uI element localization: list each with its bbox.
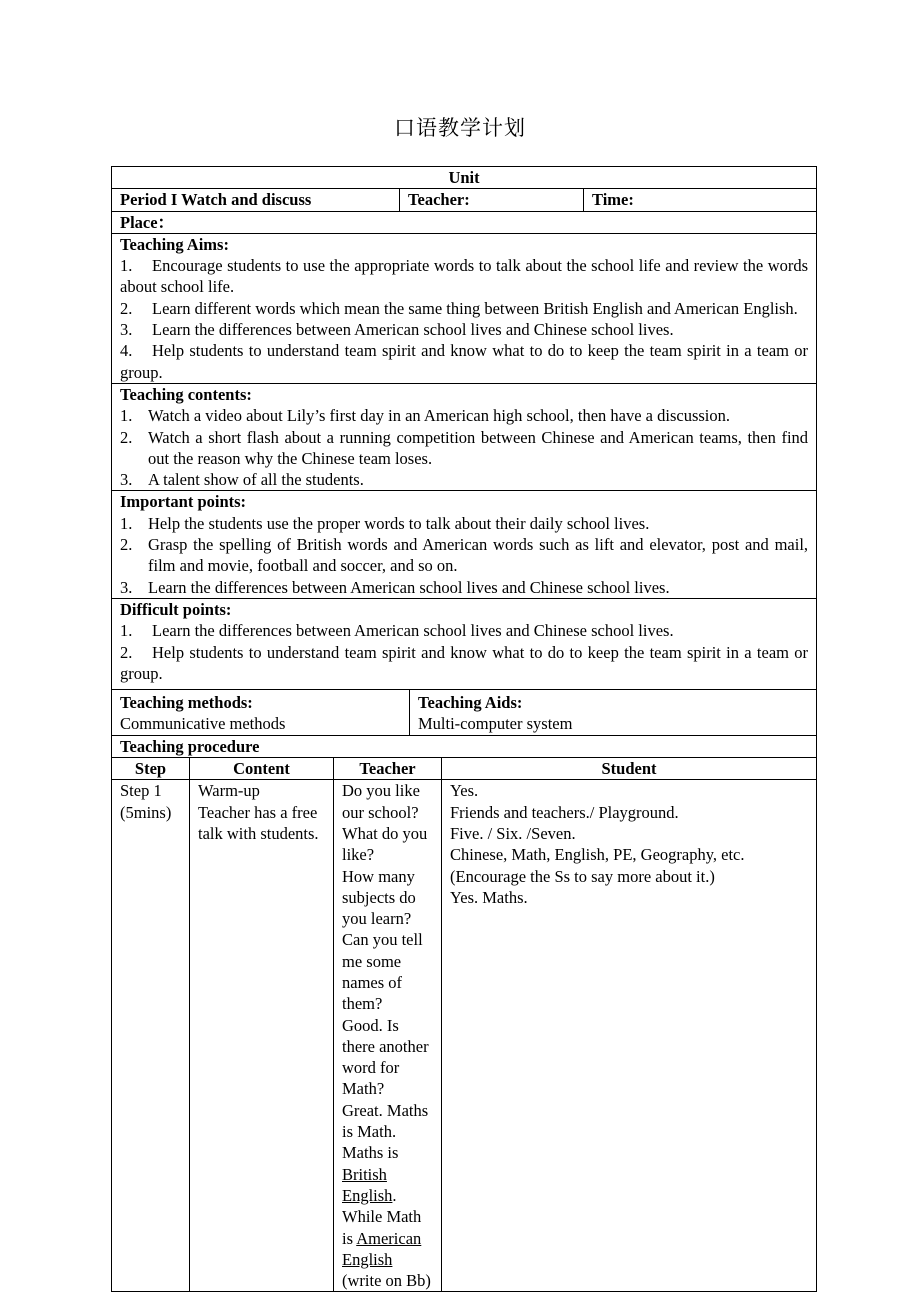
difficult-item: 2. Help students to understand team spirit and know what to do to keep the team spirit in a team or group. bbox=[120, 642, 809, 683]
column-header-step: Step bbox=[112, 758, 190, 780]
aims-cell bbox=[112, 233, 817, 383]
procedure-columns-row bbox=[112, 758, 817, 780]
lesson-plan-table bbox=[111, 166, 817, 1292]
time-cell: Time: bbox=[584, 189, 817, 211]
underlined-british-english: British English bbox=[342, 1164, 393, 1205]
methods-cell bbox=[112, 690, 410, 736]
teacher-cell: Teacher: bbox=[400, 189, 584, 211]
aims-row bbox=[112, 233, 817, 383]
place-row bbox=[112, 211, 817, 233]
important-cell bbox=[112, 491, 817, 598]
aims-item: 3. Learn the differences between American school lives and Chinese school lives. bbox=[120, 320, 674, 340]
difficult-cell bbox=[112, 598, 817, 689]
contents-row bbox=[112, 383, 817, 490]
important-item: 2. Grasp the spelling of British words and American words such as lift and elevator, post and mail, film and movie, football and soccer, and so on. bbox=[120, 535, 809, 576]
student-response-cell: Yes. Friends and teachers./ Playground. Five. / Six. /Seven. Chinese, Math, English, PE, Geography, etc. (Encourage the Ss to say more about it.) Yes. Maths. bbox=[442, 780, 817, 1292]
contents-item: 3. A talent show of all the students. bbox=[120, 470, 364, 490]
methods-heading: Teaching methods: bbox=[120, 693, 253, 713]
aids-cell bbox=[410, 690, 817, 736]
procedure-heading-row bbox=[112, 735, 817, 757]
contents-heading: Teaching contents: bbox=[120, 384, 252, 404]
methods-value: Communicative methods bbox=[120, 714, 286, 734]
contents-item: 2. Watch a short flash about a running competition between Chinese and American teams, then find out the reason why the Chinese team loses. bbox=[120, 427, 809, 468]
column-header-student: Student bbox=[442, 758, 817, 780]
content-cell: Warm-up Teacher has a free talk with students. bbox=[190, 780, 334, 1292]
procedure-heading: Teaching procedure bbox=[112, 735, 817, 757]
step-cell: Step 1 (5mins) bbox=[112, 780, 190, 1292]
teacher-speech-cell: Do you like our school? What do you like? How many subjects do you learn? Can you tell me some names of them? Good. Is there another word for Math? Great. Maths is Math. Maths is British English. While Math is American English (write on Bb) bbox=[334, 780, 442, 1292]
procedure-row bbox=[112, 780, 817, 1292]
unit-cell: Unit bbox=[112, 167, 817, 189]
document-title: 口语教学计划 bbox=[394, 116, 526, 140]
contents-cell bbox=[112, 383, 817, 490]
period-row bbox=[112, 189, 817, 211]
aims-heading: Teaching Aims: bbox=[120, 234, 229, 254]
important-item: 1. Help the students use the proper words to talk about their daily school lives. bbox=[120, 513, 650, 533]
aims-item: 4. Help students to understand team spirit and know what to do to keep the team spirit in a team or group. bbox=[120, 341, 809, 382]
period-cell: Period I Watch and discuss bbox=[112, 189, 400, 211]
column-header-content: Content bbox=[190, 758, 334, 780]
aims-item: 1. Encourage students to use the appropriate words to talk about the school life and review the words about school life. bbox=[120, 256, 809, 297]
important-item: 3. Learn the differences between American school lives and Chinese school lives. bbox=[120, 577, 670, 597]
place-cell: Place： bbox=[112, 211, 817, 233]
difficult-item: 1. Learn the differences between American school lives and Chinese school lives. bbox=[120, 621, 674, 641]
aids-heading: Teaching Aids: bbox=[418, 693, 523, 713]
aids-value: Multi-computer system bbox=[418, 714, 573, 734]
underlined-american-english: American English bbox=[342, 1228, 422, 1269]
unit-row bbox=[112, 167, 817, 189]
difficult-row bbox=[112, 598, 817, 689]
methods-row bbox=[112, 690, 817, 736]
important-heading: Important points: bbox=[120, 492, 247, 512]
column-header-teacher: Teacher bbox=[334, 758, 442, 780]
aims-item: 2. Learn different words which mean the same thing between British English and American English. bbox=[120, 298, 798, 318]
important-row bbox=[112, 491, 817, 598]
contents-item: 1. Watch a video about Lily’s first day in an American high school, then have a discussion. bbox=[120, 406, 730, 426]
difficult-heading: Difficult points: bbox=[120, 599, 232, 619]
